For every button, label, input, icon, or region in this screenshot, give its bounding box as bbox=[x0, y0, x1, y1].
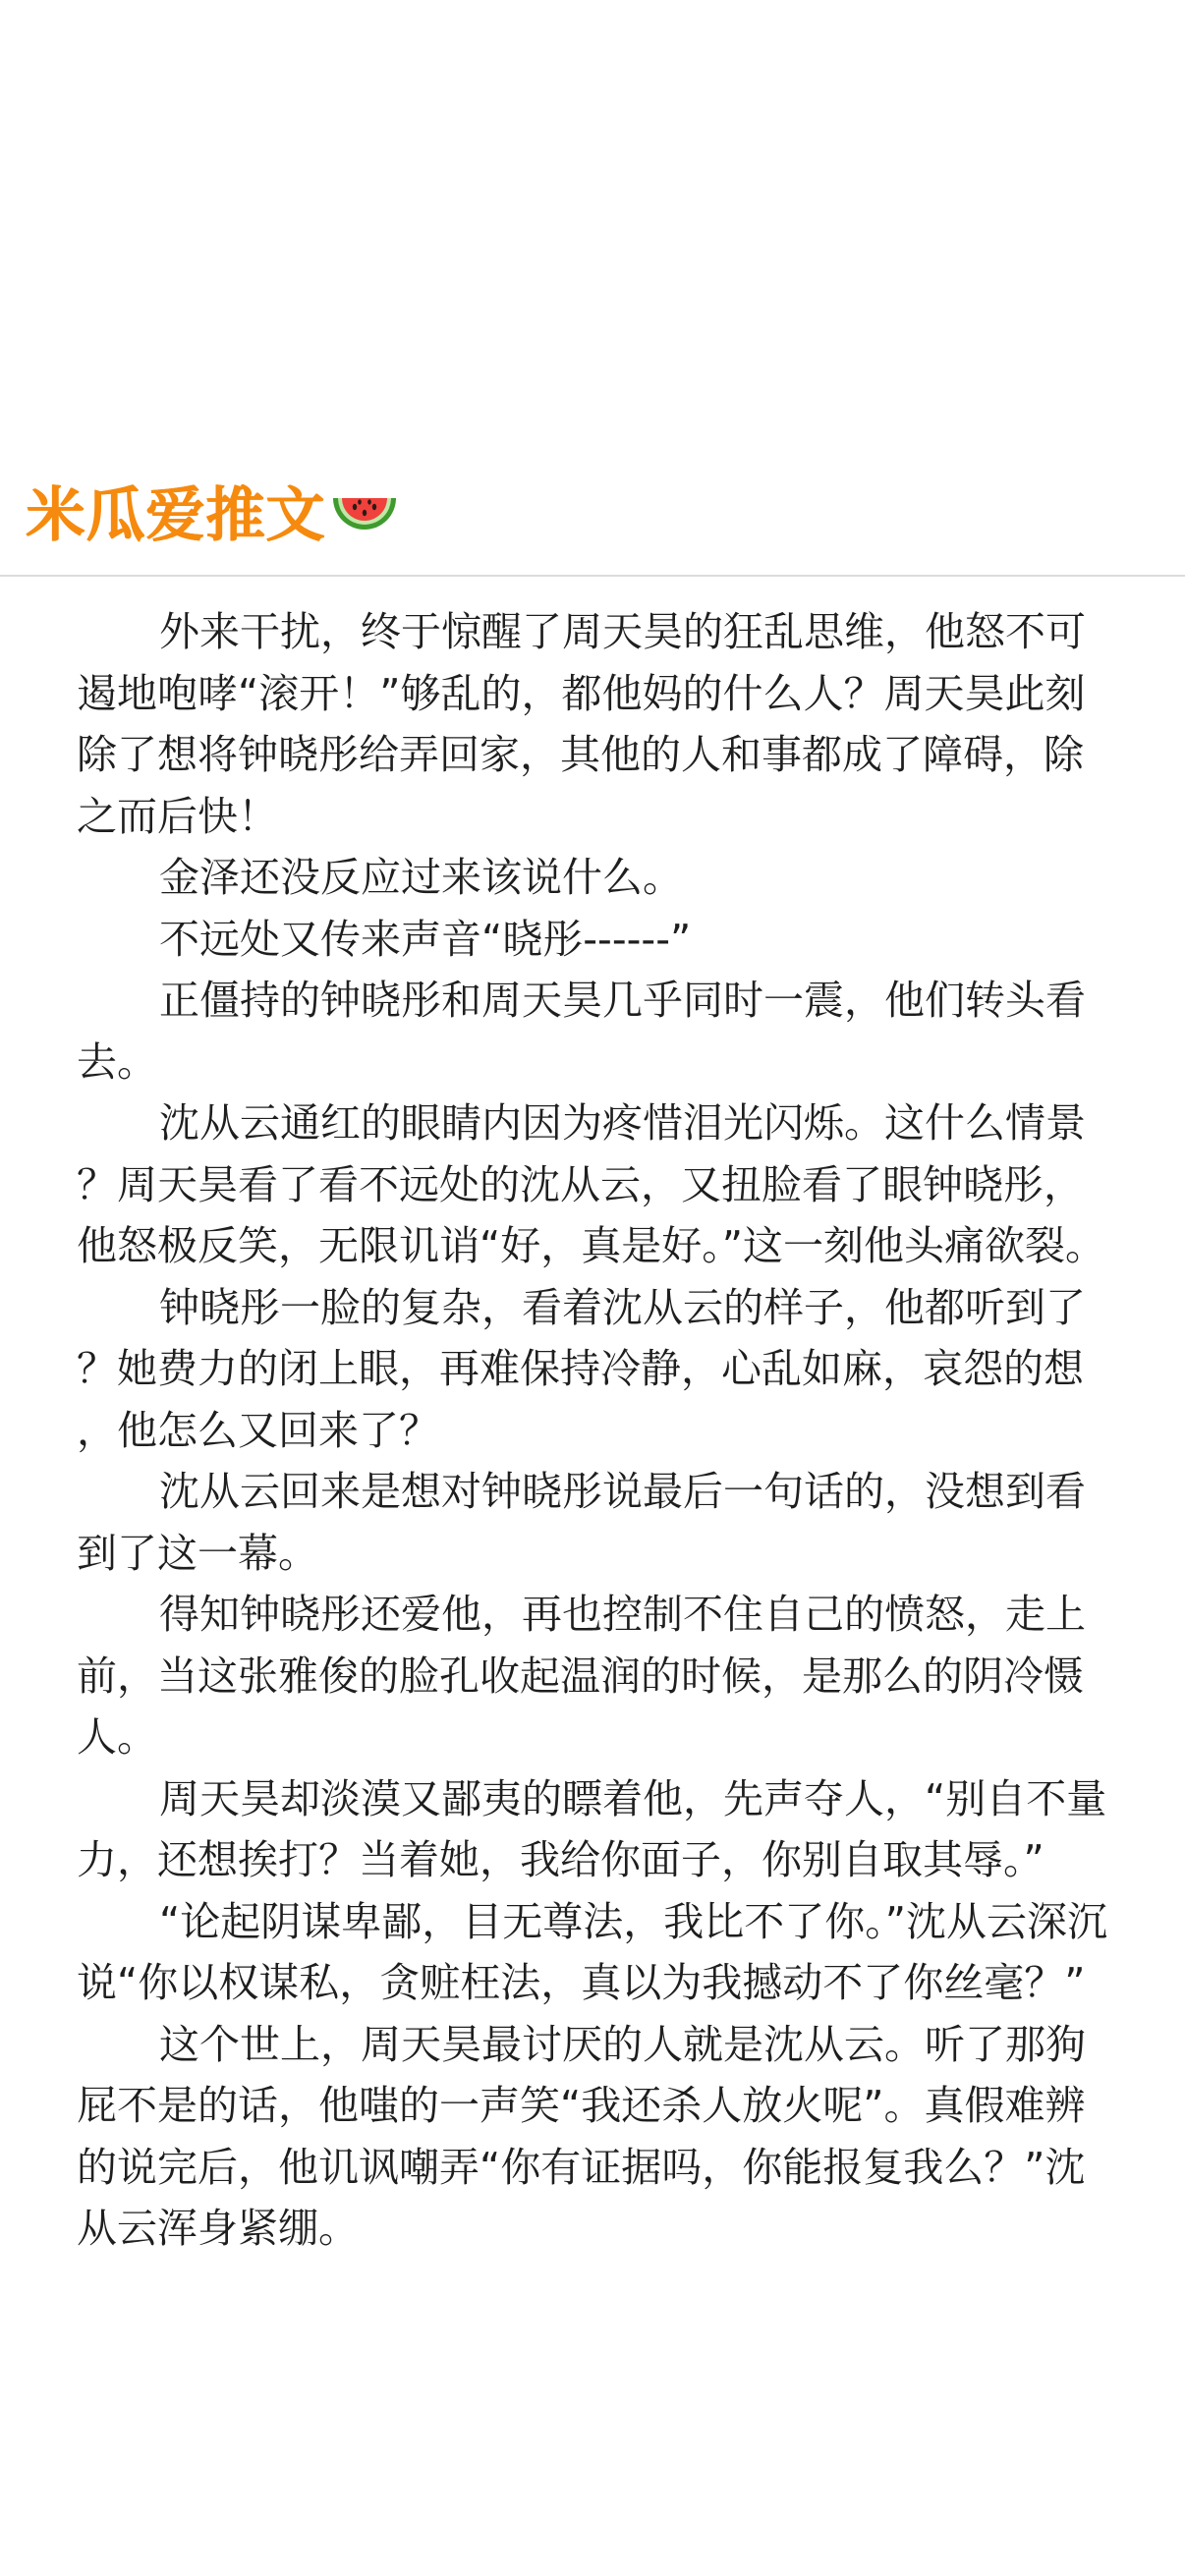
paragraph: 不远处又传来声音“晓彤------” bbox=[159, 915, 692, 963]
brand-title: 米瓜爱推文 bbox=[26, 481, 325, 550]
paragraph: 钟晓彤一脸的复杂，看着沈从云的样子，他都听到了？她费力的闭上眼，再难保持冷静，心乱如麻，哀怨的想，他怎么又回来了？ bbox=[77, 1283, 1086, 1454]
top-blank-area bbox=[0, 0, 1185, 462]
paragraph: 沈从云回来是想对钟晓彤说最后一句话的，没想到看到了这一幕。 bbox=[77, 1468, 1086, 1577]
paragraph: 金泽还没反应过来该说什么。 bbox=[159, 854, 683, 901]
watermelon-icon bbox=[329, 484, 400, 543]
paragraph: 这个世上，周天昊最讨厌的人就是沈从云。听了那狗屁不是的话，他嗤的一声笑“我还杀人放火呢”。真假难辨的说完后，他讥讽嘲弄“你有证据吗，你能报复我么？”沈从云浑身紧绷。 bbox=[77, 2020, 1086, 2252]
brand-header bbox=[26, 472, 400, 550]
paragraph: 周天昊却淡漠又鄙夷的瞟着他，先声夺人，“别自不量力，还想挨打？当着她，我给你面子，你别自取其辱。” bbox=[77, 1774, 1107, 1883]
paragraph: 外来干扰，终于惊醒了周天昊的狂乱思维，他怒不可遏地咆哮“滚开！”够乱的，都他妈的什么人？周天昊此刻除了想将钟晓彤给弄回家，其他的人和事都成了障碍，除之而后快！ bbox=[77, 608, 1086, 840]
paragraph: 沈从云通红的眼睛内因为疼惜泪光闪烁。这什么情景？周天昊看了看不远处的沈从云，又扭脸看了眼钟晓彤，他怒极反笑，无限讥诮“好，真是好。”这一刻他头痛欲裂。 bbox=[77, 1099, 1105, 1269]
paragraph: 得知钟晓彤还爱他，再也控制不住自己的愤怒，走上前，当这张雅俊的脸孔收起温润的时候，是那么的阴冷慑人。 bbox=[77, 1591, 1086, 1761]
paragraph: “论起阴谋卑鄙，目无尊法，我比不了你。”沈从云深沉说“你以权谋私，贪赃枉法，真以为我撼动不了你丝毫？” bbox=[77, 1897, 1107, 2006]
bottom-blank-area bbox=[0, 2517, 1185, 2576]
header-divider bbox=[0, 575, 1185, 577]
paragraph: 正僵持的钟晓彤和周天昊几乎同时一震，他们转头看去。 bbox=[77, 977, 1086, 1086]
article-body bbox=[77, 601, 1108, 2260]
